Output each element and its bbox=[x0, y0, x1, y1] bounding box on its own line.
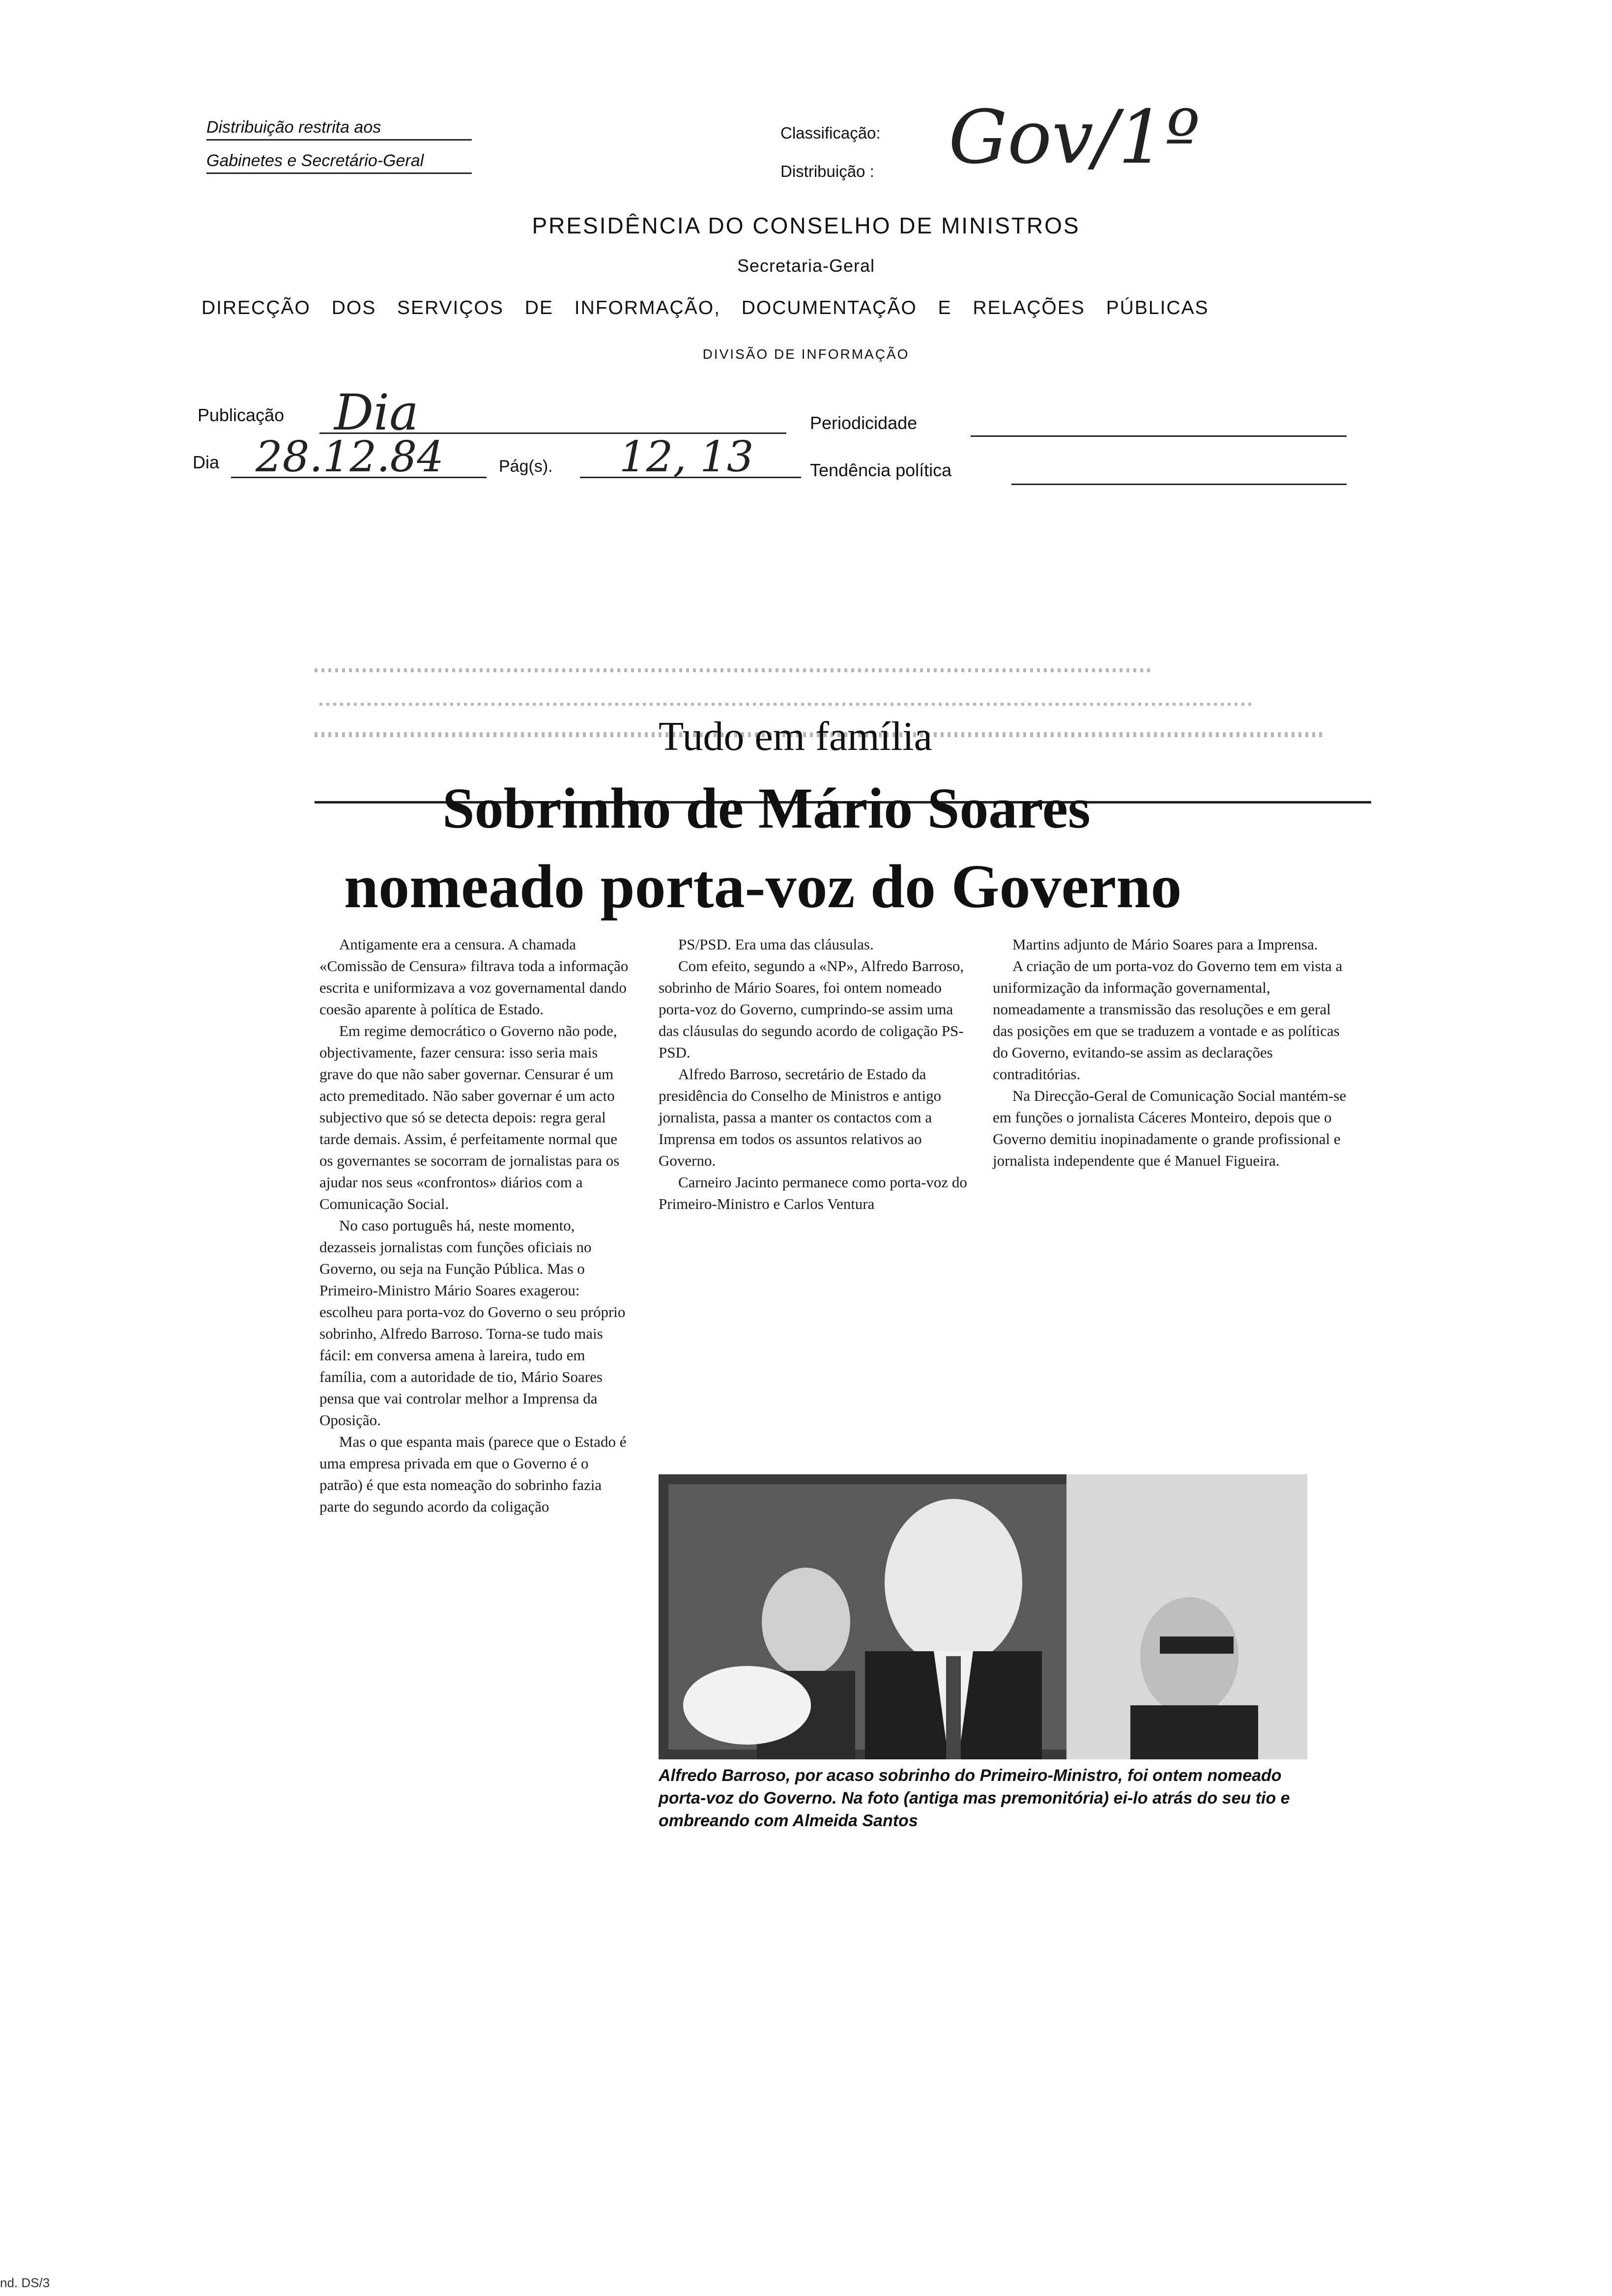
col2-paragraph-1: PS/PSD. Era uma das cláusulas. bbox=[678, 936, 874, 953]
periodicity-label: Periodicidade bbox=[810, 413, 918, 433]
pages-value: 12, 13 bbox=[619, 432, 754, 482]
article-column-2 bbox=[659, 934, 968, 1215]
clipping-noise-top-2 bbox=[319, 703, 1253, 706]
restricted-distribution bbox=[206, 118, 482, 174]
pages-field bbox=[580, 432, 801, 482]
tendency-field bbox=[1011, 462, 1347, 485]
restricted-line-1: Distribuição restrita aos bbox=[206, 118, 472, 141]
article-column-3 bbox=[993, 934, 1347, 1172]
footer-code: nd. DS/3 bbox=[0, 2275, 50, 2290]
publication-value: Dia bbox=[334, 384, 419, 441]
col3-paragraph-3: Na Direcção-Geral de Comunicação Social mantém-se em funções o jornalista Cáceres Monteiro, depois que o Governo demitiu inopinadamente o grande profissional e jornalista independente que é Manuel Figueira. bbox=[993, 1087, 1347, 1169]
tendency-label: Tendência política bbox=[810, 460, 952, 480]
col1-paragraph-2: Em regime democrático o Governo não pode, objectivamente, fazer censura: isso seria mais grave do que não saber governar. Censurar é um acto premeditado. Não saber governar é um acto subjectivo que só se detecta depois: regra geral tarde demais. Assim, é perfeitamente normal que os governantes se socorram de jornalistas para os ajudar nos seus «confrontos» diários com a Comunicação Social. bbox=[319, 1022, 620, 1212]
letterhead-division: DIVISÃO DE INFORMAÇÃO bbox=[702, 346, 910, 362]
col1-paragraph-1: Antigamente era a censura. A chamada «Comissão de Censura» filtrava toda a informação escrita e uniformizava a voz governamental dando coesão aparente à política de Estado. bbox=[319, 936, 629, 1018]
col2-paragraph-4: Carneiro Jacinto permanece como porta-voz do Primeiro-Ministro e Carlos Ventura bbox=[659, 1174, 967, 1212]
photo-caption: Alfredo Barroso, por acaso sobrinho do Primeiro-Ministro, foi ontem nomeado porta-voz do Governo. Na foto (antiga mas premonitória) ei-lo atrás do seu tio e ombreando com Almeida Santos bbox=[659, 1766, 1290, 1830]
letterhead-dept: DIRECÇÃO DOS SERVIÇOS DE INFORMAÇÃO, DOCUMENTAÇÃO E RELAÇÕES PÚBLICAS bbox=[202, 297, 1209, 318]
article-photo-image bbox=[659, 1474, 1307, 1759]
col3-paragraph-1: Martins adjunto de Mário Soares para a Imprensa. bbox=[1012, 936, 1318, 953]
newspaper-clipping bbox=[305, 659, 1361, 2035]
publication-label: Publicação bbox=[198, 405, 285, 425]
col2-paragraph-3: Alfredo Barroso, secretário de Estado da presidência do Conselho de Ministros e antigo jornalista, passa a manter os contactos com a Imprensa em todos os assuntos relativos ao Governo. bbox=[659, 1065, 942, 1169]
col2-paragraph-2: Com efeito, segundo a «NP», Alfredo Barroso, sobrinho de Mário Soares, foi ontem nomeado porta-voz do Governo, cumprindo-se assim uma das cláusulas do segundo acordo de coligação PS-PSD. bbox=[659, 957, 964, 1061]
handwritten-classification: Gov/1º bbox=[949, 95, 1200, 180]
classification-label: Classificação: bbox=[780, 124, 881, 142]
col1-paragraph-3: No caso português há, neste momento, dezasseis jornalistas com funções oficiais no Governo, ou seja na Função Pública. Mas o Primeiro-Ministro Mário Soares exagerou: escolheu para porta-voz do Governo o seu próprio sobrinho, Alfredo Barroso. Torna-se tudo mais fácil: em conversa amena à lareira, tudo em família, com a autoridade de tio, Mário Soares pensa que vai controlar melhor a Imprensa da Oposição. bbox=[319, 1217, 626, 1429]
article-column-1 bbox=[319, 934, 629, 1518]
restricted-line-2: Gabinetes e Secretário-Geral bbox=[206, 151, 472, 174]
col1-paragraph-4: Mas o que espanta mais (parece que o Estado é uma empresa privada em que o Governo é o patrão) é que esta nomeação do sobrinho fazia parte do segundo acordo da coligação bbox=[319, 1433, 627, 1515]
day-value: 28.12.84 bbox=[256, 432, 444, 482]
article-headline-1: Sobrinho de Mário Soares bbox=[442, 776, 1091, 840]
day-label: Dia bbox=[193, 452, 220, 472]
article-kicker: Tudo em família bbox=[659, 714, 932, 759]
col3-paragraph-2: A criação de um porta-voz do Governo tem em vista a uniformização da informação governamental, nomeadamente a transmissão das resoluções e em geral das posições em que se traduzem a vontade e as políticas do Governo, evitando-se assim as declarações contraditórias. bbox=[993, 957, 1343, 1083]
letterhead-sub: Secretaria-Geral bbox=[737, 256, 875, 276]
periodicity-field bbox=[971, 414, 1347, 437]
day-field bbox=[231, 432, 487, 482]
clipping-noise-top bbox=[315, 668, 1150, 672]
publication-field bbox=[319, 384, 786, 441]
pages-label: Pág(s). bbox=[499, 457, 553, 476]
distribution-label: Distribuição : bbox=[780, 162, 874, 180]
letterhead-org: PRESIDÊNCIA DO CONSELHO DE MINISTROS bbox=[532, 213, 1080, 238]
article-headline-2: nomeado porta-voz do Governo bbox=[344, 853, 1182, 921]
